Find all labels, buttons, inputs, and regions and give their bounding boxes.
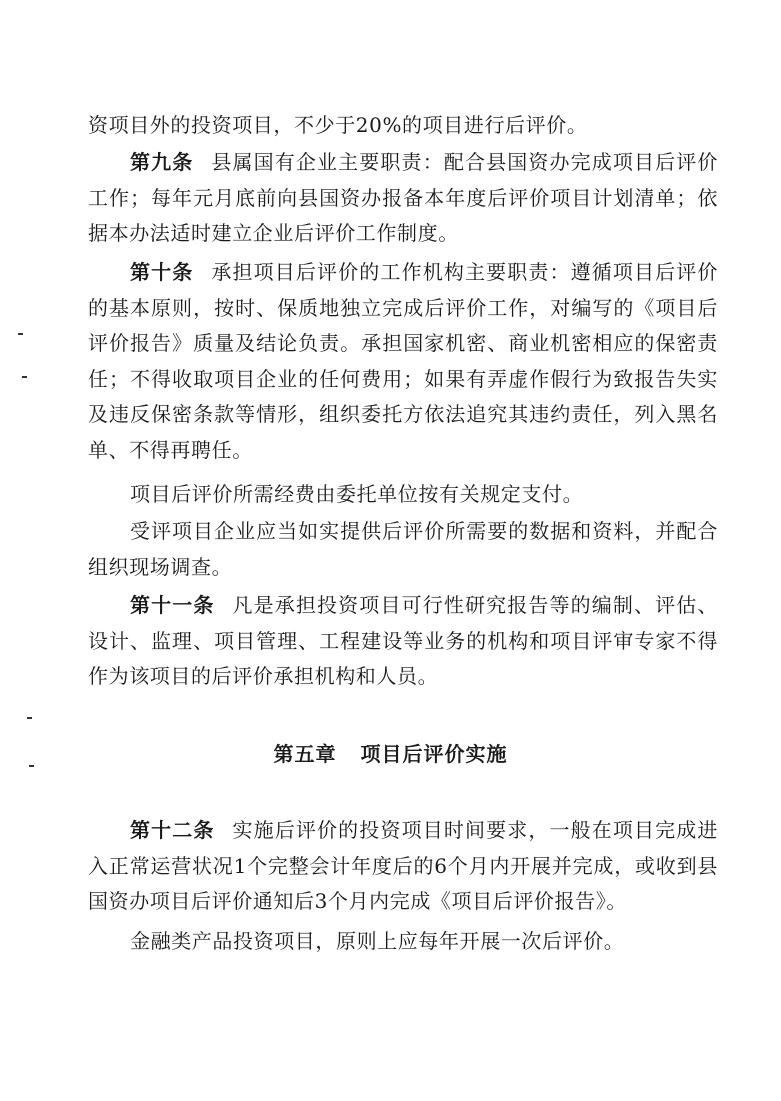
chapter-title: 项目后评价实施 [360, 742, 508, 766]
chapter-number: 第五章 [273, 742, 337, 766]
article-12 [88, 813, 718, 920]
paragraph-text: 凡是承担投资项目可行性研究报告等的编制、评估、设计、监理、项目管理、工程建设等业务的机构和项目评审专家不得作为该项目的后评价承担机构和人员。 [88, 593, 718, 688]
article-9 [88, 145, 718, 252]
paragraph-continuation [88, 108, 718, 144]
paragraph-text: 金融类产品投资项目，原则上应每年开展一次后评价。 [130, 929, 625, 953]
paragraph-text: 承担项目后评价的工作机构主要职责：遵循项目后评价的基本原则，按时、保质地独立完成后评价工作，对编写的《项目后评价报告》质量及结论负责。承担国家机密、商业机密相应的保密责任；不得收取项目企业的任何费用；如果有弄虚作假行为致报告失实及违反保密条款等情形，组织委托方依法追究其违约责任，列入黑名单、不得再聘任。 [88, 260, 718, 462]
scan-mark [22, 376, 27, 378]
article-11 [88, 588, 718, 695]
article-number: 第十条 [130, 260, 194, 284]
article-number: 第十二条 [130, 818, 215, 842]
paragraph-text: 资项目外的投资项目，不少于20%的项目进行后评价。 [88, 113, 588, 137]
paragraph-text: 实施后评价的投资项目时间要求，一般在项目完成进入正常运营状况1个完整会计年度后的6个月内开展并完成，或收到县国资办项目后评价通知后3个月内完成《项目后评价报告》。 [88, 818, 718, 913]
paragraph-financial-products [88, 924, 718, 960]
article-10 [88, 255, 718, 468]
paragraph-text: 受评项目企业应当如实提供后评价所需要的数据和资料，并配合组织现场调查。 [88, 519, 718, 579]
scan-mark [29, 765, 34, 767]
paragraph-funding [88, 477, 718, 513]
paragraph-text: 县属国有企业主要职责：配合县国资办完成项目后评价工作；每年元月底前向县国资办报备本年度后评价项目计划清单；依据本办法适时建立企业后评价工作制度。 [88, 150, 718, 245]
article-number: 第九条 [130, 150, 194, 174]
article-number: 第十一条 [130, 593, 215, 617]
paragraph-cooperation [88, 514, 718, 585]
paragraph-text: 项目后评价所需经费由委托单位按有关规定支付。 [130, 482, 584, 506]
scan-mark [18, 333, 23, 335]
scan-mark [27, 717, 32, 719]
chapter-heading [0, 738, 781, 767]
